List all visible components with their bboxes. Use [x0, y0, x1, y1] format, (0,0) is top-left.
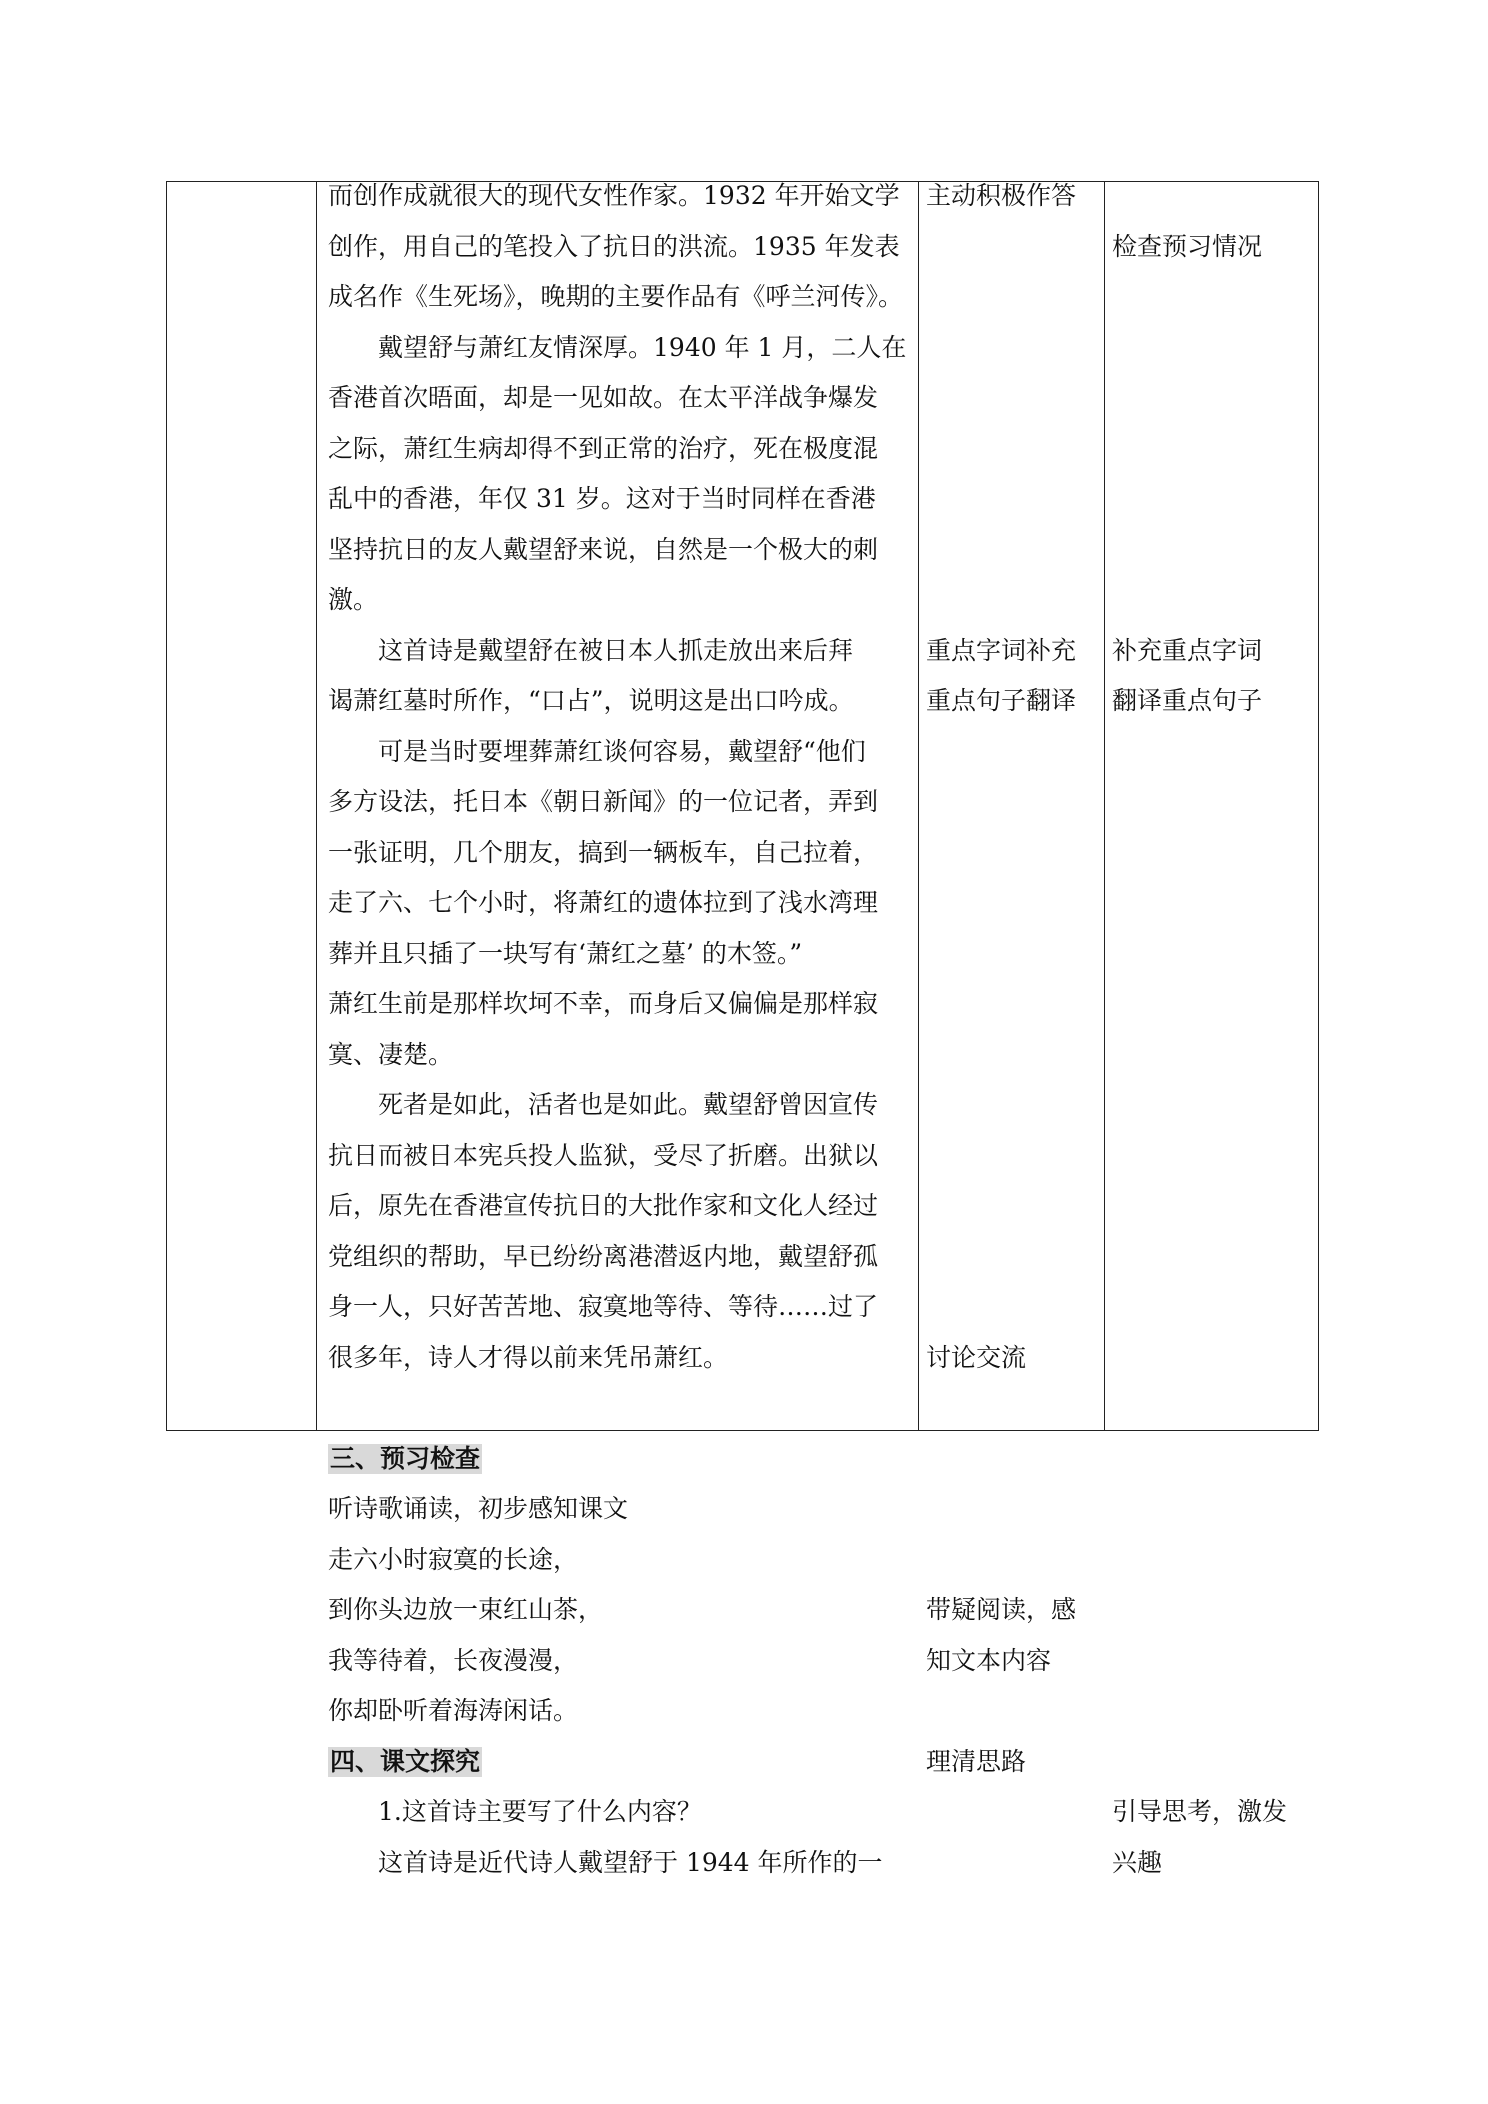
content-line: 1.这首诗主要写了什么内容？	[328, 1797, 702, 1826]
content-line: 萧红生前是那样坎坷不幸，而身后又偏偏是那样寂	[328, 989, 879, 1018]
poem-line: 到你头边放一束红山茶，	[328, 1595, 604, 1624]
content-line: 后，原先在香港宣传抗日的大批作家和文化人经过	[328, 1191, 879, 1220]
content-line: 乱中的香港，年仅 31 岁。这对于当时同样在香港	[328, 484, 876, 513]
content-line: 身一人，只好苦苦地、寂寞地等待、等待……过了	[328, 1292, 879, 1321]
student-item: 带疑阅读，感	[926, 1595, 1077, 1624]
content-line: 这首诗是戴望舒在被日本人抓走放出来后拜	[328, 636, 854, 665]
content-line: 激。	[328, 585, 379, 614]
content-line: 抗日而被日本宪兵投人监狱，受尽了折磨。出狱以	[328, 1141, 879, 1170]
poem-line: 我等待着，长夜漫漫，	[328, 1646, 579, 1675]
student-item: 重点字词补充	[926, 636, 1077, 665]
content-line: 之际，萧红生病却得不到正常的治疗，死在极度混	[328, 434, 879, 463]
content-line: 创作，用自己的笔投入了抗日的洪流。1935 年发表	[328, 232, 900, 261]
content-line: 谒萧红墓时所作，“口占”，说明这是出口吟成。	[328, 686, 854, 715]
content-line: 坚持抗日的友人戴望舒来说，自然是一个极大的刺	[328, 535, 879, 564]
student-item: 重点句子翻译	[926, 686, 1077, 715]
content-line: 成名作《生死场》，晚期的主要作品有《呼兰河传》。	[328, 282, 904, 311]
content-line: 可是当时要埋葬萧红谈何容易，戴望舒“他们	[328, 737, 866, 766]
content-line: 党组织的帮助，早已纷纷离港潜返内地，戴望舒孤	[328, 1242, 879, 1271]
content-line: 一张证明，几个朋友，搞到一辆板车，自己拉着，	[328, 838, 879, 867]
teacher-item: 兴趣	[1112, 1848, 1163, 1877]
student-item: 理清思路	[926, 1747, 1027, 1776]
content-line: 戴望舒与萧红友情深厚。1940 年 1 月，二人在	[328, 333, 907, 362]
teacher-item: 引导思考，激发	[1112, 1797, 1288, 1826]
column-divider-1	[316, 181, 317, 1431]
column-divider-3	[1104, 181, 1105, 1431]
content-line: 很多年，诗人才得以前来凭吊萧红。	[328, 1343, 729, 1372]
content-line: 多方设法，托日本《朝日新闻》的一位记者，弄到	[328, 787, 879, 816]
teacher-item: 检查预习情况	[1112, 232, 1263, 261]
column-divider-2	[918, 181, 919, 1431]
teacher-item: 翻译重点句子	[1112, 686, 1263, 715]
student-item: 知文本内容	[926, 1646, 1052, 1675]
content-line: 葬并且只插了一块写有‘萧红之墓’ 的木签。”	[328, 939, 803, 968]
section-heading-text-exploration: 四、课文探究	[330, 1747, 481, 1776]
student-item: 讨论交流	[926, 1343, 1027, 1372]
content-line: 死者是如此，活者也是如此。戴望舒曾因宣传	[328, 1090, 879, 1119]
content-line: 香港首次晤面，却是一见如故。在太平洋战争爆发	[328, 383, 879, 412]
content-line: 寞、凄楚。	[328, 1040, 454, 1069]
poem-line: 走六小时寂寞的长途，	[328, 1545, 579, 1574]
student-item: 主动积极作答	[926, 181, 1077, 210]
content-line: 听诗歌诵读，初步感知课文	[328, 1494, 629, 1523]
content-line: 这首诗是近代诗人戴望舒于 1944 年所作的一	[328, 1848, 883, 1877]
content-line: 走了六、七个小时，将萧红的遗体拉到了浅水湾理	[328, 888, 879, 917]
teacher-item: 补充重点字词	[1112, 636, 1263, 665]
section-heading-preview-check: 三、预习检查	[330, 1444, 481, 1473]
content-line: 而创作成就很大的现代女性作家。1932 年开始文学	[328, 181, 900, 210]
poem-line: 你却卧听着海涛闲话。	[328, 1696, 579, 1725]
